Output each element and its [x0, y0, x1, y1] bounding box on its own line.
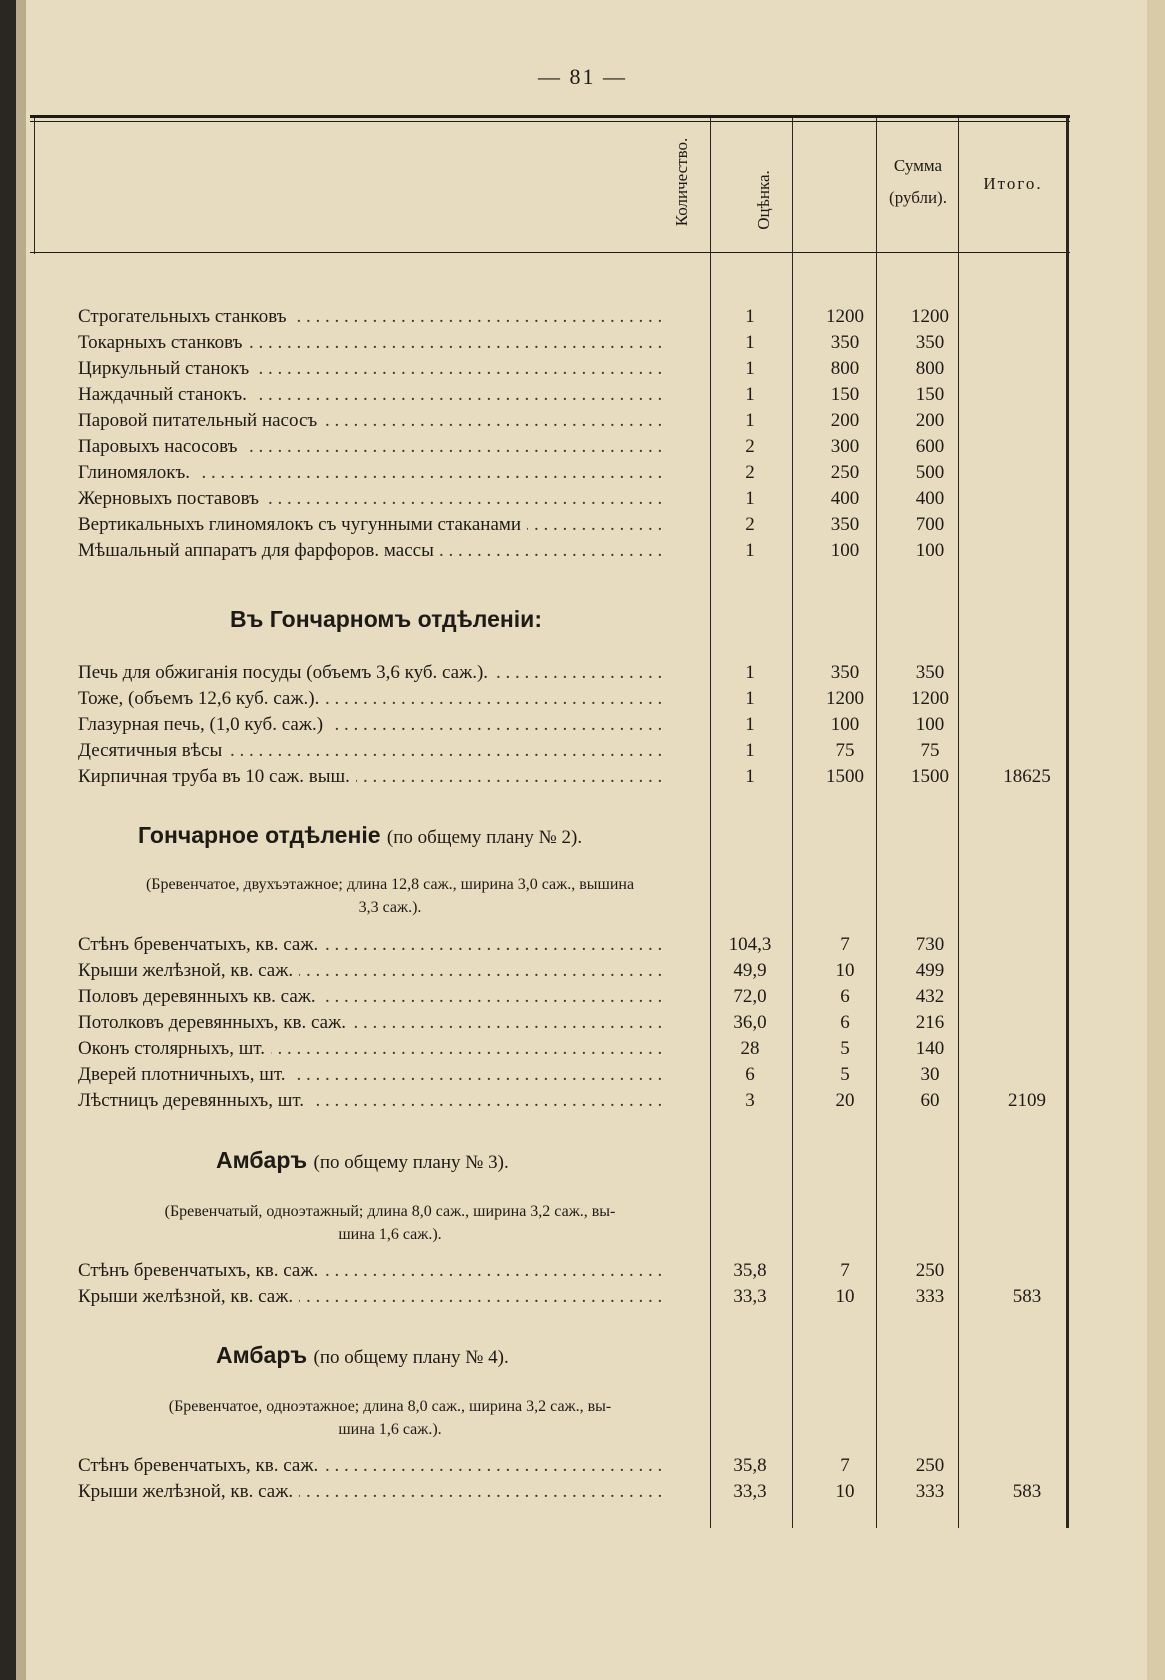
table-row — [78, 462, 1078, 488]
row-label: Крыши желѣзной, кв. саж. — [78, 960, 299, 981]
valuation-cell: 20 — [835, 1090, 855, 1111]
section-title: Амбаръ — [216, 1147, 308, 1173]
quantity-cell: 49,9 — [733, 960, 767, 981]
table-row — [78, 1455, 1078, 1481]
quantity-cell: 1 — [745, 766, 755, 787]
row-label: Циркульный станокъ — [78, 358, 255, 379]
valuation-cell: 100 — [830, 714, 860, 735]
sum-cell: 499 — [915, 960, 945, 981]
valuation-cell: 250 — [830, 462, 860, 483]
quantity-cell: 33,3 — [733, 1481, 767, 1502]
row-label: Токарныхъ станковъ — [78, 332, 249, 353]
section-plan-ref: (по общему плану № 4). — [313, 1347, 509, 1368]
page-right-edge — [1147, 0, 1165, 1680]
valuation-cell: 1200 — [826, 688, 864, 709]
quantity-cell: 2 — [745, 462, 755, 483]
row-label: Печь для обжиганія посуды (объемъ 3,6 куб. саж.). — [78, 662, 494, 683]
valuation-cell: 350 — [830, 332, 860, 353]
table-row — [78, 1012, 1078, 1038]
sum-cell: 216 — [915, 1012, 945, 1033]
quantity-cell: 1 — [745, 332, 755, 353]
valuation-cell: 1200 — [826, 306, 864, 327]
sum-cell: 500 — [915, 462, 945, 483]
row-label: Паровой питательный насосъ — [78, 410, 323, 431]
valuation-cell: 400 — [830, 488, 860, 509]
quantity-cell: 2 — [745, 514, 755, 535]
sum-cell: 600 — [915, 436, 945, 457]
quantity-cell: 1 — [745, 662, 755, 683]
valuation-cell: 6 — [840, 986, 850, 1007]
section-title: Гончарное отдѣленіе — [138, 822, 381, 848]
table-row — [78, 934, 1078, 960]
row-label: Жерновыхъ поставовъ — [78, 488, 265, 509]
section-plan-ref: (по общему плану № 2). — [386, 827, 583, 848]
row-label: Вертикальныхъ глиномялокъ съ чугунными стаканами — [78, 514, 527, 535]
valuation-cell: 800 — [830, 358, 860, 379]
row-label: Оконъ столярныхъ, шт. — [78, 1038, 271, 1059]
table-row — [78, 540, 1078, 566]
header-sum — [878, 150, 958, 214]
valuation-cell: 75 — [835, 740, 855, 761]
quantity-cell: 33,3 — [733, 1286, 767, 1307]
header-valuation: Оцѣнка. — [754, 170, 773, 230]
table-row — [78, 766, 1078, 792]
section-title: Амбаръ — [216, 1342, 308, 1368]
row-label: Стѣнъ бревенчатыхъ, кв. саж. — [78, 1260, 324, 1281]
valuation-cell: 7 — [840, 1260, 850, 1281]
table-row — [78, 358, 1078, 384]
row-label: Тоже, (объемъ 12,6 куб. саж.). — [78, 688, 325, 709]
row-label: Потолковъ деревянныхъ, кв. саж. — [78, 1012, 352, 1033]
table-row — [78, 960, 1078, 986]
sum-cell: 60 — [920, 1090, 940, 1111]
valuation-cell: 200 — [830, 410, 860, 431]
quantity-cell: 72,0 — [733, 986, 767, 1007]
valuation-cell: 350 — [830, 662, 860, 683]
row-label: Глазурная печь, (1,0 куб. саж.) — [78, 714, 329, 735]
sum-cell: 730 — [915, 934, 945, 955]
page-binding-edge — [0, 0, 16, 1680]
section-heading — [138, 822, 582, 849]
page-shadow-edge — [16, 0, 26, 1680]
table-row — [78, 384, 1078, 410]
row-label: Глиномялокъ. — [78, 462, 196, 483]
table-row — [78, 332, 1078, 358]
sum-cell: 350 — [915, 662, 945, 683]
note-line: 3,3 саж.). — [358, 899, 422, 916]
table-row — [78, 1481, 1078, 1507]
table-row — [78, 436, 1078, 462]
quantity-cell: 1 — [745, 714, 755, 735]
sum-cell: 75 — [920, 740, 940, 761]
valuation-cell: 5 — [840, 1064, 850, 1085]
table-row — [78, 1090, 1078, 1116]
sum-cell: 400 — [915, 488, 945, 509]
table-header-rule — [30, 252, 1070, 253]
quantity-cell: 1 — [745, 540, 755, 561]
table-row — [78, 1260, 1078, 1286]
sum-cell: 1500 — [911, 766, 949, 787]
section-plan-ref: (по общему плану № 3). — [313, 1152, 509, 1173]
table-row — [78, 1064, 1078, 1090]
valuation-cell: 10 — [835, 960, 855, 981]
sum-cell: 800 — [915, 358, 945, 379]
row-label: Стѣнъ бревенчатыхъ, кв. саж. — [78, 1455, 324, 1476]
sum-cell: 100 — [915, 540, 945, 561]
row-label: Половъ деревянныхъ кв. саж. — [78, 986, 322, 1007]
sum-cell: 100 — [915, 714, 945, 735]
section-heading — [216, 1147, 509, 1174]
sum-cell: 250 — [915, 1455, 945, 1476]
quantity-cell: 1 — [745, 410, 755, 431]
quantity-cell: 1 — [745, 488, 755, 509]
building-note — [70, 873, 710, 919]
note-line: (Бревенчатое, одноэтажное; длина 8,0 саж., ширина 3,2 саж., вы- — [168, 1398, 612, 1415]
valuation-cell: 5 — [840, 1038, 850, 1059]
table-row — [78, 1286, 1078, 1312]
table-top-rule-thin — [30, 121, 1070, 122]
valuation-cell: 300 — [830, 436, 860, 457]
valuation-cell: 150 — [830, 384, 860, 405]
total-cell: 18625 — [1003, 766, 1051, 787]
page-number: — 81 — — [538, 64, 627, 89]
header-sum-line1: Сумма — [893, 156, 943, 175]
row-label: Крыши желѣзной, кв. саж. — [78, 1286, 299, 1307]
sum-cell: 150 — [915, 384, 945, 405]
row-label: Мѣшальный аппаратъ для фарфоров. массы — [78, 540, 440, 561]
sum-cell: 333 — [915, 1286, 945, 1307]
valuation-cell: 10 — [835, 1286, 855, 1307]
row-label: Крыши желѣзной, кв. саж. — [78, 1481, 299, 1502]
table-left-border — [34, 118, 35, 254]
table-row — [78, 306, 1078, 332]
header-quantity: Количество. — [672, 137, 691, 227]
sum-cell: 350 — [915, 332, 945, 353]
header-sum-line2: (рубли). — [889, 188, 947, 207]
quantity-cell: 28 — [740, 1038, 760, 1059]
row-label: Лѣстницъ деревянныхъ, шт. — [78, 1090, 310, 1111]
quantity-cell: 1 — [745, 384, 755, 405]
row-label: Кирпичная труба въ 10 саж. выш. — [78, 766, 356, 787]
quantity-cell: 35,8 — [733, 1455, 767, 1476]
quantity-cell: 1 — [745, 358, 755, 379]
sum-cell: 200 — [915, 410, 945, 431]
row-label: Десятичныя вѣсы — [78, 740, 228, 761]
valuation-cell: 7 — [840, 1455, 850, 1476]
sum-cell: 140 — [915, 1038, 945, 1059]
quantity-cell: 104,3 — [728, 934, 772, 955]
valuation-cell: 100 — [830, 540, 860, 561]
quantity-cell: 1 — [745, 740, 755, 761]
sum-cell: 432 — [915, 986, 945, 1007]
sum-cell: 30 — [920, 1064, 940, 1085]
row-label: Наждачный станокъ. — [78, 384, 253, 405]
table-row — [78, 688, 1078, 714]
row-label: Стѣнъ бревенчатыхъ, кв. саж. — [78, 934, 324, 955]
quantity-cell: 3 — [745, 1090, 755, 1111]
table-row — [78, 488, 1078, 514]
valuation-cell: 10 — [835, 1481, 855, 1502]
total-cell: 583 — [1012, 1286, 1042, 1307]
total-cell: 583 — [1012, 1481, 1042, 1502]
row-label: Дверей плотничныхъ, шт. — [78, 1064, 292, 1085]
table-row — [78, 740, 1078, 766]
section-heading — [216, 1342, 509, 1369]
valuation-cell: 1500 — [826, 766, 864, 787]
quantity-cell: 2 — [745, 436, 755, 457]
valuation-cell: 7 — [840, 934, 850, 955]
note-line: (Бревенчатое, двухъэтажное; длина 12,8 саж., ширина 3,0 саж., вышина — [145, 876, 635, 893]
quantity-cell: 36,0 — [733, 1012, 767, 1033]
valuation-cell: 6 — [840, 1012, 850, 1033]
sum-cell: 700 — [915, 514, 945, 535]
quantity-cell: 1 — [745, 688, 755, 709]
table-top-rule — [30, 115, 1070, 118]
quantity-cell: 6 — [745, 1064, 755, 1085]
table-row — [78, 714, 1078, 740]
section-heading: Въ Гончарномъ отдѣленіи: — [230, 606, 542, 632]
sum-cell: 1200 — [911, 306, 949, 327]
table-row — [78, 662, 1078, 688]
sum-cell: 333 — [915, 1481, 945, 1502]
note-line: (Бревенчатый, одноэтажный; длина 8,0 саж., ширина 3,2 саж., вы- — [164, 1203, 616, 1220]
sum-cell: 1200 — [911, 688, 949, 709]
note-line: шина 1,6 саж.). — [338, 1421, 442, 1438]
total-cell: 2109 — [1008, 1090, 1046, 1111]
building-note — [80, 1200, 700, 1246]
table-row — [78, 410, 1078, 436]
table-row — [78, 986, 1078, 1012]
sum-cell: 250 — [915, 1260, 945, 1281]
quantity-cell: 1 — [745, 306, 755, 327]
table-row — [78, 1038, 1078, 1064]
valuation-cell: 350 — [830, 514, 860, 535]
table-row — [78, 514, 1078, 540]
note-line: шина 1,6 саж.). — [338, 1226, 442, 1243]
header-total: Итого. — [983, 174, 1043, 193]
row-label: Строгательныхъ станковъ — [78, 306, 293, 327]
building-note — [80, 1395, 700, 1441]
row-label: Паровыхъ насосовъ — [78, 436, 244, 457]
quantity-cell: 35,8 — [733, 1260, 767, 1281]
